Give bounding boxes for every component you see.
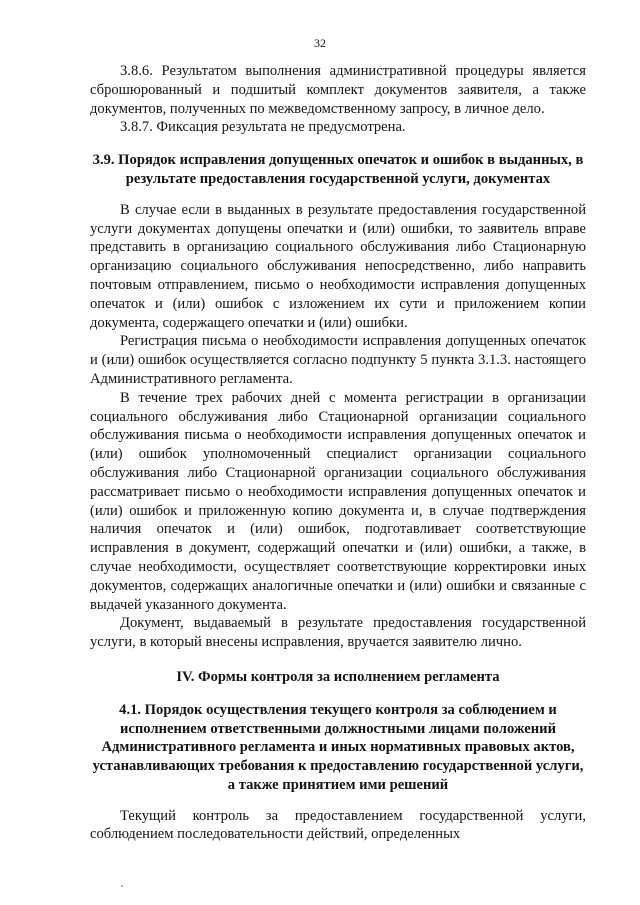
section-heading-4-1: 4.1. Порядок осуществления текущего контроля за соблюдением и исполнением ответственными должностными лицами положений Административного регламента и иных нормативных правовых актов, устанавливающих требования к предоставлению государственной услуги, а также принятием ими решений — [92, 701, 584, 793]
paragraph-3-8-6: 3.8.6. Результатом выполнения административной процедуры является сброшюрованный и подшитый комплект документов заявителя, а также документов, полученных по межведомственному запросу, в личное дело. — [90, 63, 586, 117]
paragraph-4-1-a: Текущий контроль за предоставлением государственной услуги, соблюдением последовательности действий, определенных — [90, 807, 586, 843]
page-number: 32 — [314, 36, 326, 50]
page-content — [90, 62, 586, 844]
paragraph-3-9-c: В течение трех рабочих дней с момента регистрации в организации социального обслуживания либо Стационарной организации социального обслуживания письма о необходимости исправления допущенных опечаток и (или) ошибок уполномоченный специалист организации социального обслуживания либо Стационарной организации социального обслуживания рассматривает письмо о необходимости исправления допущенных опечаток и (или) ошибок и приложенную копию документа и, в случае подтверждения наличия опечаток и (или) ошибок, подготавливает соответствующие исправления в документ, содержащий опечатки и (или) ошибки, а также, в случае необходимости, осуществляет соответствующие корректировки иных документов, содержащих аналогичные опечатки и (или) ошибки и связанные с выдачей указанного документа. — [90, 389, 586, 613]
paragraph-3-9-d: Документ, выдаваемый в результате предоставления государственной услуги, в который внесены исправления, вручается заявителю лично. — [90, 615, 586, 651]
paragraph-3-9-a: В случае если в выданных в результате предоставления государственной услуги документах допущены опечатки и (или) ошибки, то заявитель вправе представить в организацию социального обслуживания либо Стационарную организацию социального обслуживания непосредственно, либо направить почтовым отправлением, письмо о необходимости исправления допущенных опечаток и (или) ошибок с изложением их сути и приложением копии документа, содержащего опечатки и (или) ошибки. — [90, 201, 586, 331]
paragraph-3-9-b: Регистрация письма о необходимости исправления допущенных опечаток и (или) ошибок осуществляется согласно подпункту 5 пункта 3.1.3. настоящего Административного регламента. — [90, 333, 586, 387]
chapter-heading-iv: IV. Формы контроля за исполнением регламента — [176, 668, 500, 685]
scan-speck — [121, 885, 123, 887]
section-heading-3-9: 3.9. Порядок исправления допущенных опечаток и ошибок в выданных, в результате предоставления государственной услуги, документах — [92, 152, 584, 187]
paragraph-3-8-7: 3.8.7. Фиксация результата не предусмотрена. — [120, 119, 406, 136]
